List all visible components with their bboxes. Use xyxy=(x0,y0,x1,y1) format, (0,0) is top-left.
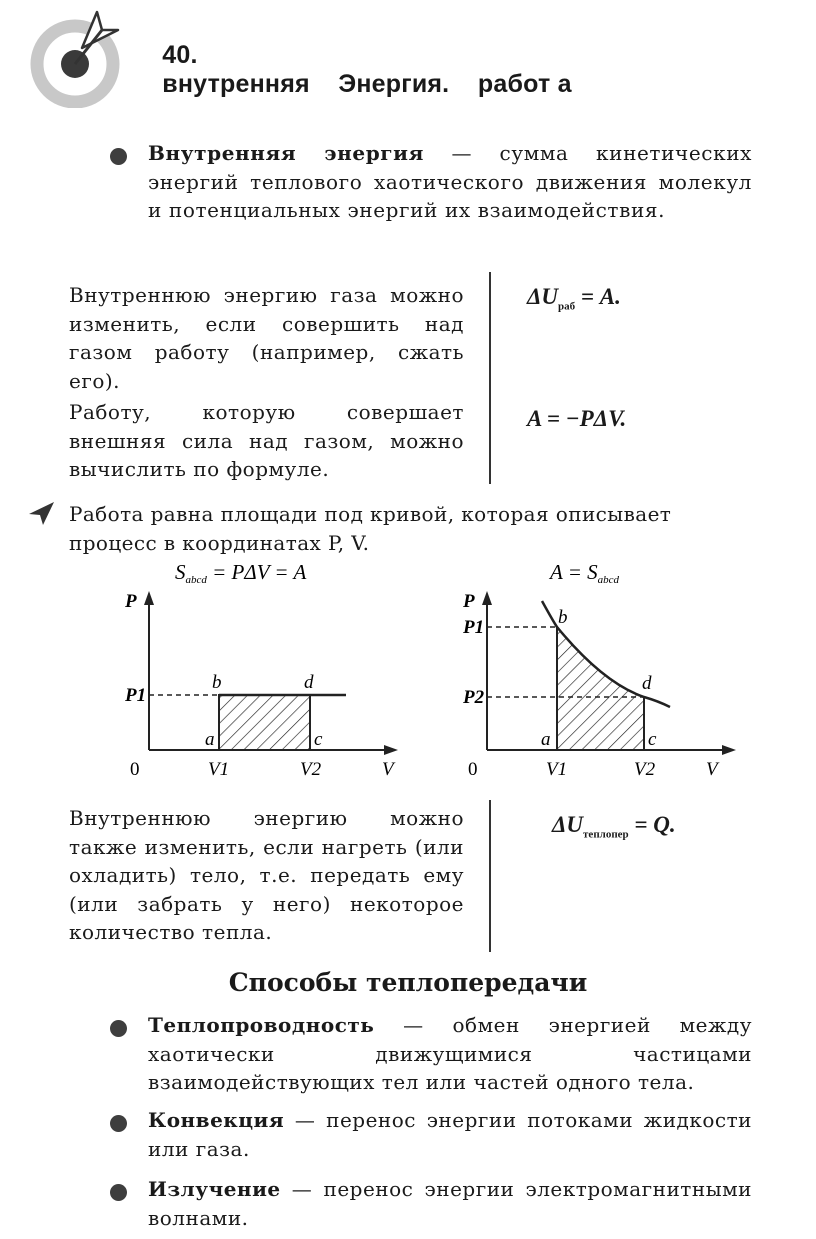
chart-isobaric xyxy=(120,555,410,785)
bullet-icon xyxy=(110,148,127,165)
intro-definition: Внутренняя энергия — сумма кинетических энергий теплового хаотического движения молекул и потенциальных энергий их взаимодействия. xyxy=(148,141,752,222)
bullet-icon xyxy=(110,1115,127,1132)
block1-text1: Внутреннюю энергию газа можно изменить, если совершить над газом работу (например, сжать его). xyxy=(69,283,464,393)
note-text: Работа равна площади под кривой, которая описывает процесс в координатах P, V. xyxy=(69,502,672,555)
chart1-point-a: a xyxy=(205,729,215,750)
chart2-tick-v1: V1 xyxy=(546,759,568,780)
chart-general-process xyxy=(458,555,748,785)
formula-work: A = −PΔV. xyxy=(527,406,627,431)
chapter-number: 40. xyxy=(162,41,198,69)
list-item: Конвекция — перенос энергии потоками жидкости или газа. xyxy=(148,1108,752,1161)
bullet-icon xyxy=(110,1184,127,1201)
formula-work-energy: $\Delta U_{раб} = A$. xyxy=(527,284,621,313)
chart1-point-b: b xyxy=(212,672,222,693)
chart1-tick-v2: V2 xyxy=(300,759,322,780)
chapter-title: внутренняя Энергия. работ а xyxy=(162,70,572,98)
chart1-tick-p1: P1 xyxy=(125,685,147,706)
chart1-y-arrow xyxy=(144,591,154,605)
block2-text: Внутреннюю энергию можно также изменить, если нагреть (или охладить) тело, т.е. передать ему (или забрать у него) некоторое количество тепла. xyxy=(69,806,464,944)
chart1-point-d: d xyxy=(304,672,314,693)
intro-term: Внутренняя энергия xyxy=(148,141,424,165)
list-item: Теплопроводность — обмен энергией между хаотически движущимися частицами взаимодействующих тел или частей одного тела. xyxy=(148,1013,752,1094)
chart1-title: Sabcd = PΔV = A xyxy=(175,560,307,586)
block2-divider xyxy=(489,800,491,952)
chart2-y-label: P xyxy=(463,591,475,612)
chart2-x-label: V xyxy=(706,759,718,780)
chart2-tick-p1: P1 xyxy=(463,617,485,638)
chart1-tick-v1: V1 xyxy=(208,759,230,780)
chart2-point-d: d xyxy=(642,673,652,694)
chart2-tick-v2: V2 xyxy=(634,759,656,780)
chart1-x-arrow xyxy=(384,745,398,755)
pointer-arrow-icon xyxy=(26,500,56,526)
chart2-x-arrow xyxy=(722,745,736,755)
chart2-point-a: a xyxy=(541,729,551,750)
list-item: Излучение — перенос энергии электромагнитными волнами. xyxy=(148,1177,752,1230)
chart2-tick-p2: P2 xyxy=(463,687,485,708)
chapter-logo-icon xyxy=(22,8,132,108)
chart2-work-area xyxy=(557,627,644,750)
intro-text: сумма кинетических энергий теплового хаотического движения молекул и потенциальных энергий их взаимодействия. xyxy=(148,141,752,222)
chart2-point-c: c xyxy=(648,729,657,750)
block1-text2: Работу, которую совершает внешняя сила над газом, можно вычислить по формуле. xyxy=(69,400,464,481)
section-heading: Способы теплопередачи xyxy=(228,968,588,997)
chart2-y-arrow xyxy=(482,591,492,605)
chart1-origin: 0 xyxy=(130,759,140,780)
bullet-icon xyxy=(110,1020,127,1037)
chart2-title: A = Sabcd xyxy=(550,560,620,586)
chart2-origin: 0 xyxy=(468,759,478,780)
chart1-point-c: c xyxy=(314,729,323,750)
chart1-work-area xyxy=(219,695,310,750)
chart1-y-label: P xyxy=(125,591,137,612)
chart2-point-b: b xyxy=(558,607,568,628)
block1-divider xyxy=(489,272,491,484)
formula-heat-transfer: $\Delta U_{теплопер} = Q$. xyxy=(552,812,676,841)
page-title xyxy=(148,12,572,99)
chart1-x-label: V xyxy=(382,759,394,780)
